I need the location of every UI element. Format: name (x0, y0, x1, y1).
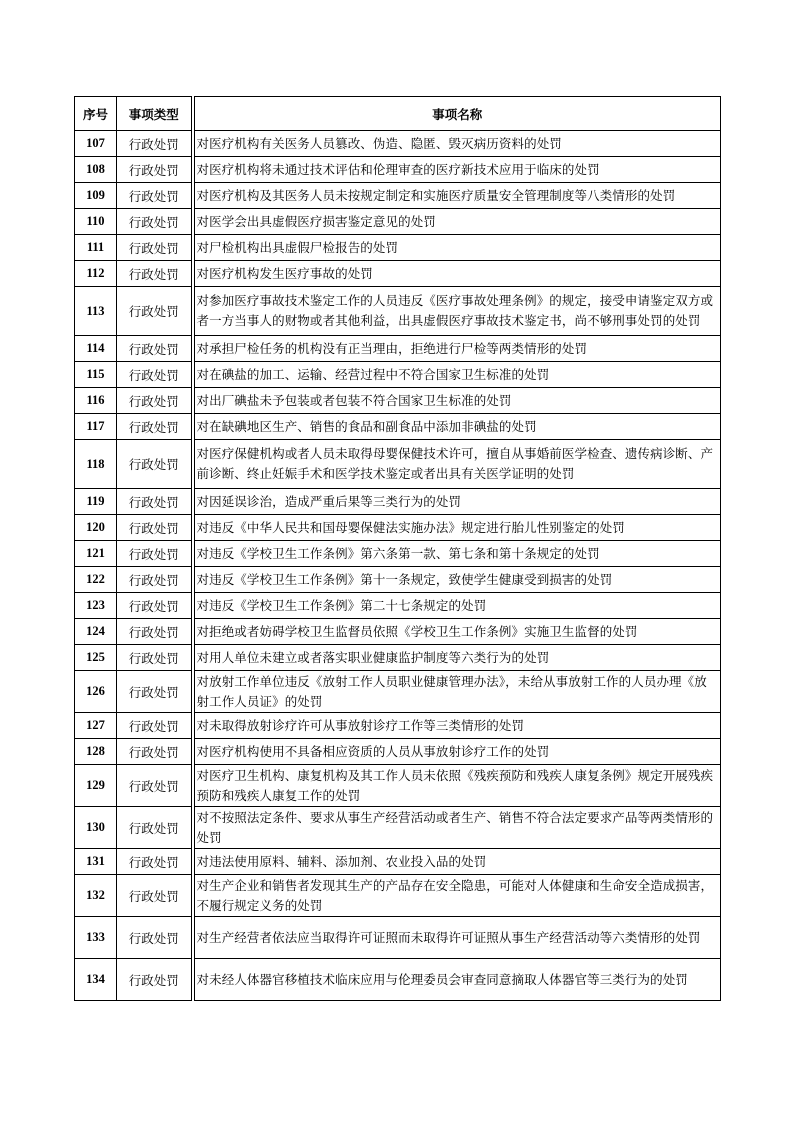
matter-name-cell: 对违反《中华人民共和国母婴保健法实施办法》规定进行胎儿性别鉴定的处罚 (193, 515, 721, 541)
serial-number-cell: 126 (75, 671, 117, 713)
header-serial-number: 序号 (75, 97, 117, 131)
serial-number-cell: 110 (75, 209, 117, 235)
table-row (75, 489, 721, 515)
table-row (75, 287, 721, 336)
matter-type-cell: 行政处罚 (117, 619, 193, 645)
serial-number-cell: 116 (75, 388, 117, 414)
table-row (75, 713, 721, 739)
table-row (75, 619, 721, 645)
serial-number-cell: 111 (75, 235, 117, 261)
matter-name-cell: 对因延误诊治，造成严重后果等三类行为的处罚 (193, 489, 721, 515)
table-row (75, 388, 721, 414)
matter-name-cell: 对违反《学校卫生工作条例》第二十七条规定的处罚 (193, 593, 721, 619)
serial-number-cell: 118 (75, 440, 117, 489)
header-matter-name: 事项名称 (193, 97, 721, 131)
serial-number-cell: 130 (75, 807, 117, 849)
table-row (75, 157, 721, 183)
matter-type-cell: 行政处罚 (117, 287, 193, 336)
matter-name-cell: 对医疗机构使用不具备相应资质的人员从事放射诊疗工作的处罚 (193, 739, 721, 765)
matter-name-cell: 对参加医疗事故技术鉴定工作的人员违反《医疗事故处理条例》的规定，接受申请鉴定双方或者一方当事人的财物或者其他利益，出具虚假医疗事故技术鉴定书，尚不够刑事处罚的处罚 (193, 287, 721, 336)
table-row (75, 593, 721, 619)
header-matter-type: 事项类型 (117, 97, 193, 131)
serial-number-cell: 131 (75, 849, 117, 875)
matter-type-cell: 行政处罚 (117, 440, 193, 489)
matter-name-cell: 对用人单位未建立或者落实职业健康监护制度等六类行为的处罚 (193, 645, 721, 671)
matter-type-cell: 行政处罚 (117, 209, 193, 235)
matter-type-cell: 行政处罚 (117, 515, 193, 541)
table-row (75, 875, 721, 917)
matter-type-cell: 行政处罚 (117, 157, 193, 183)
matter-name-cell: 对医疗机构将未通过技术评估和伦理审查的医疗新技术应用于临床的处罚 (193, 157, 721, 183)
serial-number-cell: 113 (75, 287, 117, 336)
table-row (75, 183, 721, 209)
serial-number-cell: 133 (75, 917, 117, 959)
matter-name-cell: 对拒绝或者妨碍学校卫生监督员依照《学校卫生工作条例》实施卫生监督的处罚 (193, 619, 721, 645)
table-header-row (75, 97, 721, 131)
table-row (75, 261, 721, 287)
matter-name-cell: 对违法使用原料、辅料、添加剂、农业投入品的处罚 (193, 849, 721, 875)
matter-type-cell: 行政处罚 (117, 489, 193, 515)
matter-name-cell: 对放射工作单位违反《放射工作人员职业健康管理办法》，未给从事放射工作的人员办理《放射工作人员证》的处罚 (193, 671, 721, 713)
table-row (75, 849, 721, 875)
table-row (75, 131, 721, 157)
matter-name-cell: 对生产经营者依法应当取得许可证照而未取得许可证照从事生产经营活动等六类情形的处罚 (193, 917, 721, 959)
matter-name-cell: 对医疗保健机构或者人员未取得母婴保健技术许可，擅自从事婚前医学检查、遗传病诊断、产前诊断、终止妊娠手术和医学技术鉴定或者出具有关医学证明的处罚 (193, 440, 721, 489)
table-row (75, 515, 721, 541)
matter-type-cell: 行政处罚 (117, 183, 193, 209)
table-row (75, 567, 721, 593)
matter-type-cell: 行政处罚 (117, 593, 193, 619)
serial-number-cell: 114 (75, 336, 117, 362)
matter-type-cell: 行政处罚 (117, 261, 193, 287)
matter-name-cell: 对未取得放射诊疗许可从事放射诊疗工作等三类情形的处罚 (193, 713, 721, 739)
matter-name-cell: 对违反《学校卫生工作条例》第六条第一款、第七条和第十条规定的处罚 (193, 541, 721, 567)
matter-type-cell: 行政处罚 (117, 917, 193, 959)
table-row (75, 917, 721, 959)
matter-type-cell: 行政处罚 (117, 645, 193, 671)
matter-name-cell: 对医疗卫生机构、康复机构及其工作人员未依照《残疾预防和残疾人康复条例》规定开展残疾预防和残疾人康复工作的处罚 (193, 765, 721, 807)
table-row (75, 739, 721, 765)
table-row (75, 645, 721, 671)
matter-type-cell: 行政处罚 (117, 959, 193, 1001)
matter-type-cell: 行政处罚 (117, 807, 193, 849)
table-row (75, 235, 721, 261)
table-row (75, 362, 721, 388)
matter-type-cell: 行政处罚 (117, 541, 193, 567)
serial-number-cell: 117 (75, 414, 117, 440)
serial-number-cell: 128 (75, 739, 117, 765)
matter-type-cell: 行政处罚 (117, 567, 193, 593)
matters-table (74, 96, 721, 1001)
table-row (75, 671, 721, 713)
matter-name-cell: 对违反《学校卫生工作条例》第十一条规定，致使学生健康受到损害的处罚 (193, 567, 721, 593)
serial-number-cell: 112 (75, 261, 117, 287)
matter-name-cell: 对承担尸检任务的机构没有正当理由，拒绝进行尸检等两类情形的处罚 (193, 336, 721, 362)
table-body (75, 131, 721, 1001)
table-row (75, 336, 721, 362)
matter-name-cell: 对未经人体器官移植技术临床应用与伦理委员会审查同意摘取人体器官等三类行为的处罚 (193, 959, 721, 1001)
matter-type-cell: 行政处罚 (117, 765, 193, 807)
serial-number-cell: 107 (75, 131, 117, 157)
matter-name-cell: 对生产企业和销售者发现其生产的产品存在安全隐患，可能对人体健康和生命安全造成损害，不履行规定义务的处罚 (193, 875, 721, 917)
serial-number-cell: 119 (75, 489, 117, 515)
serial-number-cell: 129 (75, 765, 117, 807)
serial-number-cell: 132 (75, 875, 117, 917)
matter-type-cell: 行政处罚 (117, 713, 193, 739)
matter-name-cell: 对不按照法定条件、要求从事生产经营活动或者生产、销售不符合法定要求产品等两类情形的处罚 (193, 807, 721, 849)
matter-type-cell: 行政处罚 (117, 875, 193, 917)
matter-name-cell: 对医疗机构及其医务人员未按规定制定和实施医疗质量安全管理制度等八类情形的处罚 (193, 183, 721, 209)
matter-name-cell: 对医疗机构发生医疗事故的处罚 (193, 261, 721, 287)
table-row (75, 807, 721, 849)
table-row (75, 541, 721, 567)
matter-type-cell: 行政处罚 (117, 235, 193, 261)
serial-number-cell: 124 (75, 619, 117, 645)
table-row (75, 209, 721, 235)
table-row (75, 440, 721, 489)
table-row (75, 414, 721, 440)
serial-number-cell: 125 (75, 645, 117, 671)
matter-type-cell: 行政处罚 (117, 739, 193, 765)
matter-name-cell: 对医学会出具虚假医疗损害鉴定意见的处罚 (193, 209, 721, 235)
serial-number-cell: 122 (75, 567, 117, 593)
table-row (75, 765, 721, 807)
serial-number-cell: 127 (75, 713, 117, 739)
matter-name-cell: 对医疗机构有关医务人员篡改、伪造、隐匿、毁灭病历资料的处罚 (193, 131, 721, 157)
serial-number-cell: 108 (75, 157, 117, 183)
serial-number-cell: 121 (75, 541, 117, 567)
matter-type-cell: 行政处罚 (117, 671, 193, 713)
matter-name-cell: 对出厂碘盐未予包装或者包装不符合国家卫生标准的处罚 (193, 388, 721, 414)
matter-type-cell: 行政处罚 (117, 362, 193, 388)
table-row (75, 959, 721, 1001)
serial-number-cell: 123 (75, 593, 117, 619)
matter-name-cell: 对在碘盐的加工、运输、经营过程中不符合国家卫生标准的处罚 (193, 362, 721, 388)
serial-number-cell: 120 (75, 515, 117, 541)
matter-name-cell: 对在缺碘地区生产、销售的食品和副食品中添加非碘盐的处罚 (193, 414, 721, 440)
serial-number-cell: 115 (75, 362, 117, 388)
matter-type-cell: 行政处罚 (117, 131, 193, 157)
matter-name-cell: 对尸检机构出具虚假尸检报告的处罚 (193, 235, 721, 261)
matter-type-cell: 行政处罚 (117, 388, 193, 414)
serial-number-cell: 134 (75, 959, 117, 1001)
matter-type-cell: 行政处罚 (117, 414, 193, 440)
matter-type-cell: 行政处罚 (117, 849, 193, 875)
serial-number-cell: 109 (75, 183, 117, 209)
matter-type-cell: 行政处罚 (117, 336, 193, 362)
